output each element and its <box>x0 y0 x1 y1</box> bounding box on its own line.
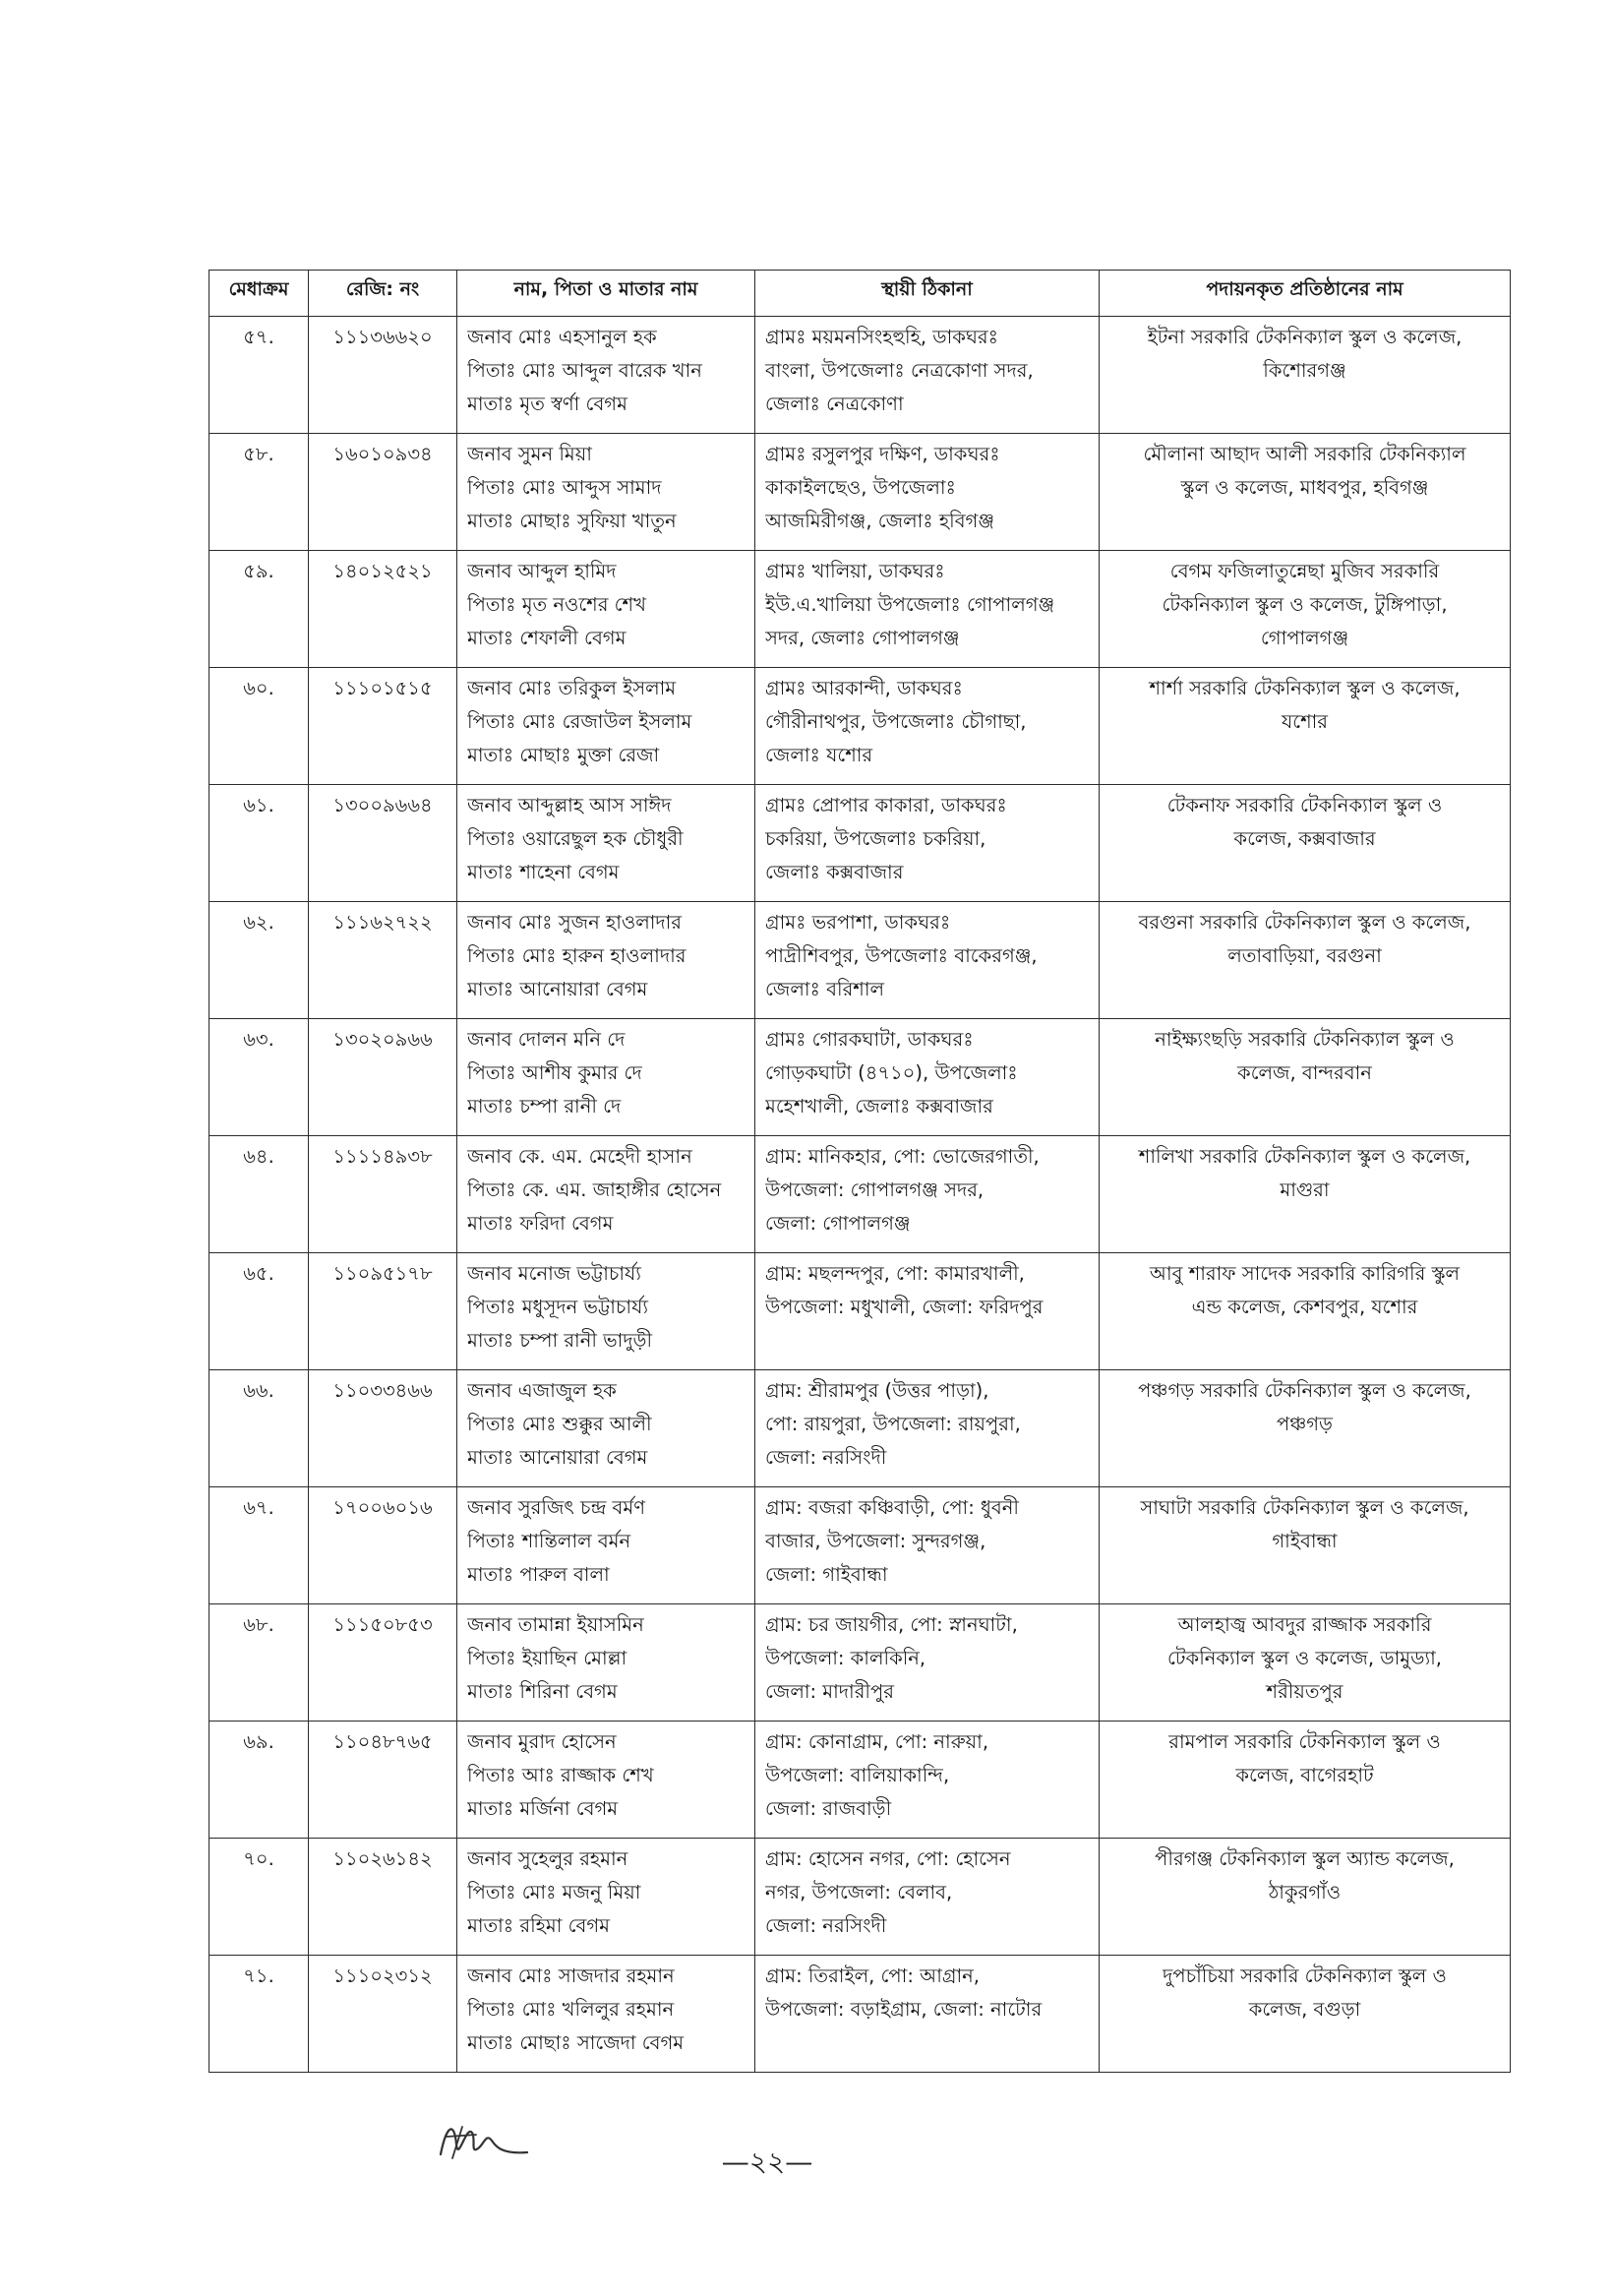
address-line: গোড়কঘাটা (৪৭১০), উপজেলাঃ <box>765 1061 1018 1084</box>
name-line: মাতাঃ চম্পা রানী ভাদুড়ী <box>467 1329 653 1352</box>
name-line: জনাব মোঃ সাজদার রহমান <box>467 1964 675 1987</box>
name-parents-cell <box>457 551 755 668</box>
posted-institute-cell <box>1100 902 1511 1019</box>
address-line: উপজেলা: বালিয়াকান্দি, <box>765 1764 950 1786</box>
address-line: উপজেলা: মধুখালী, জেলা: ফরিদপুর <box>765 1296 1044 1318</box>
posted-institute-cell <box>1100 785 1511 902</box>
name-line: পিতাঃ মোঃ শুক্কুর আলী <box>467 1413 652 1435</box>
institute-line: গাইবান্ধা <box>1272 1530 1338 1552</box>
address-line: গ্রাম: মানিকহার, পো: ভোজেরগাতী, <box>765 1145 1040 1168</box>
address-line: বাংলা, উপজেলাঃ নেত্রকোণা সদর, <box>765 359 1034 382</box>
posted-institute-cell <box>1100 668 1511 785</box>
name-parents-cell <box>457 434 755 551</box>
posted-institute-cell <box>1100 1253 1511 1370</box>
institute-line: আবু শারাফ সাদেক সরকারি কারিগরি স্কুল <box>1149 1262 1461 1285</box>
permanent-address-cell <box>755 668 1100 785</box>
page-number: —২২— <box>721 2145 813 2178</box>
posted-institute-cell <box>1100 1019 1511 1136</box>
institute-line: কলেজ, বগুড়া <box>1248 1998 1361 2021</box>
registration-no-cell: ১১০৩৩৪৬৬ <box>309 1370 457 1487</box>
table-row <box>209 1487 1511 1604</box>
merit-serial-cell: ৬৭. <box>209 1487 309 1604</box>
registration-no-cell: ১৩০২০৯৬৬ <box>309 1019 457 1136</box>
institute-line: টেকনিক্যাল স্কুল ও কলেজ, টুঙ্গিপাড়া, <box>1162 593 1448 616</box>
table-row <box>209 1019 1511 1136</box>
merit-serial-cell: ৬১. <box>209 785 309 902</box>
name-line: মাতাঃ শাহেনা বেগম <box>467 861 620 883</box>
address-line: গ্রামঃ প্রোপার কাকারা, ডাকঘরঃ <box>765 794 1007 816</box>
address-line: গ্রামঃ আরকান্দী, ডাকঘরঃ <box>765 677 963 699</box>
name-parents-cell <box>457 317 755 434</box>
address-line: সদর, জেলাঃ গোপালগঞ্জ <box>765 627 960 649</box>
registration-no-cell: ১১১৩৬৬২০ <box>309 317 457 434</box>
merit-serial-cell: ৬৯. <box>209 1722 309 1839</box>
name-line: মাতাঃ রহিমা বেগম <box>467 1914 610 1937</box>
registration-no-cell: ১১১১৪৯৩৮ <box>309 1136 457 1253</box>
name-line: পিতাঃ মোঃ আব্দুল বারেক খান <box>467 359 702 382</box>
permanent-address-cell <box>755 1956 1100 2073</box>
institute-line: মৌলানা আছাদ আলী সরকারি টেকনিক্যাল <box>1143 443 1466 465</box>
name-parents-cell <box>457 668 755 785</box>
address-line: ইউ.এ.খালিয়া উপজেলাঃ গোপালগঞ্জ <box>765 593 1055 616</box>
name-line: পিতাঃ মোঃ আব্দুস সামাদ <box>467 476 662 499</box>
institute-line: কলেজ, বান্দরবান <box>1237 1061 1372 1084</box>
name-line: পিতাঃ শান্তিলাল বর্মন <box>467 1530 631 1552</box>
address-line: পো: রায়পুরা, উপজেলা: রায়পুরা, <box>765 1413 1021 1435</box>
table-header-row <box>209 271 1511 317</box>
address-line: উপজেলা: বড়াইগ্রাম, জেলা: নাটোর <box>765 1998 1043 2021</box>
permanent-address-cell <box>755 1019 1100 1136</box>
name-line: পিতাঃ মধুসূদন ভট্টাচার্য্য <box>467 1296 648 1318</box>
institute-line: পীরগঞ্জ টেকনিক্যাল স্কুল অ্যান্ড কলেজ, <box>1155 1847 1455 1870</box>
name-parents-cell <box>457 1487 755 1604</box>
address-line: আজমিরীগঞ্জ, জেলাঃ হবিগঞ্জ <box>765 510 994 532</box>
registration-no-cell: ১১০৪৮৭৬৫ <box>309 1722 457 1839</box>
address-line: চকরিয়া, উপজেলাঃ চকরিয়া, <box>765 827 986 850</box>
permanent-address-cell <box>755 1370 1100 1487</box>
name-line: জনাব সুহেলুর রহমান <box>467 1847 628 1870</box>
address-line: পাদ্রীশিবপুর, উপজেলাঃ বাকেরগঞ্জ, <box>765 944 1038 967</box>
address-line: গ্রাম: চর জায়গীর, পো: স্নানঘাটা, <box>765 1613 1018 1636</box>
name-parents-cell <box>457 1370 755 1487</box>
merit-serial-cell: ৫৯. <box>209 551 309 668</box>
table-row <box>209 434 1511 551</box>
table-row <box>209 1956 1511 2073</box>
merit-list-sheet <box>209 270 1510 2073</box>
name-parents-cell <box>457 1956 755 2073</box>
registration-no-cell: ১৪০১২৫২১ <box>309 551 457 668</box>
posted-institute-cell <box>1100 1370 1511 1487</box>
registration-no-cell: ১১১০২৩১২ <box>309 1956 457 2073</box>
name-line: মাতাঃ শেফালী বেগম <box>467 627 627 649</box>
address-line: জেলা: নরসিংদী <box>765 1446 887 1469</box>
name-line: মাতাঃ শিরিনা বেগম <box>467 1680 618 1703</box>
merit-serial-cell: ৫৮. <box>209 434 309 551</box>
permanent-address-cell <box>755 1253 1100 1370</box>
address-line: উপজেলা: গোপালগঞ্জ সদর, <box>765 1178 985 1201</box>
institute-line: কলেজ, কক্সবাজার <box>1233 827 1376 850</box>
name-line: জনাব মনোজ ভট্টাচার্য্য <box>467 1262 641 1285</box>
posted-institute-cell <box>1100 1956 1511 2073</box>
institute-line: নাইক্ষ্যংছড়ি সরকারি টেকনিক্যাল স্কুল ও <box>1155 1028 1455 1051</box>
registration-no-cell: ১১০২৬১৪২ <box>309 1839 457 1956</box>
institute-line: এন্ড কলেজ, কেশবপুর, যশোর <box>1191 1296 1418 1318</box>
address-line: গ্রাম: মছলন্দপুর, পো: কামারখালী, <box>765 1262 1025 1285</box>
signature-mark <box>433 2115 541 2174</box>
name-line: পিতাঃ মোঃ মজনু মিয়া <box>467 1881 641 1903</box>
registration-no-cell: ১৬০১০৯৩৪ <box>309 434 457 551</box>
institute-line: মাগুরা <box>1280 1178 1330 1201</box>
name-line: জনাব মোঃ এহসানুল হক <box>467 326 657 348</box>
institute-line: বেগম ফজিলাতুন্নেছা মুজিব সরকারি <box>1169 560 1440 582</box>
table-row <box>209 785 1511 902</box>
merit-serial-cell: ৫৭. <box>209 317 309 434</box>
name-line: জনাব এজাজুল হক <box>467 1379 617 1402</box>
address-line: জেলা: গোপালগঞ্জ <box>765 1212 911 1235</box>
table-row <box>209 668 1511 785</box>
table-row <box>209 1839 1511 1956</box>
institute-line: স্কুল ও কলেজ, মাধবপুর, হবিগঞ্জ <box>1180 476 1429 499</box>
name-line: মাতাঃ মোছাঃ সুফিয়া খাতুন <box>467 510 677 532</box>
name-line: পিতাঃ আঃ রাজ্জাক শেখ <box>467 1764 654 1786</box>
address-line: গ্রাম: বজরা কঞ্চিবাড়ী, পো: ধুবনী <box>765 1496 1019 1519</box>
name-parents-cell <box>457 1253 755 1370</box>
posted-institute-cell <box>1100 1722 1511 1839</box>
name-line: জনাব আব্দুল্লাহ আস সাঈদ <box>467 794 672 816</box>
institute-line: যশোর <box>1282 710 1328 733</box>
merit-serial-cell: ৬৮. <box>209 1604 309 1722</box>
name-line: পিতাঃ ইয়াছিন মোল্লা <box>467 1647 627 1669</box>
name-line: জনাব মোঃ সুজন হাওলাদার <box>467 911 683 934</box>
address-line: গৌরীনাথপুর, উপজেলাঃ চৌগাছা, <box>765 710 1027 733</box>
name-parents-cell <box>457 1839 755 1956</box>
institute-line: কলেজ, বাগেরহাট <box>1235 1764 1374 1786</box>
name-line: পিতাঃ মোঃ রেজাউল ইসলাম <box>467 710 692 733</box>
registration-no-cell: ১১১৬২৭২২ <box>309 902 457 1019</box>
institute-line: শার্শা সরকারি টেকনিক্যাল স্কুল ও কলেজ, <box>1149 677 1461 699</box>
address-line: উপজেলা: কালকিনি, <box>765 1647 926 1669</box>
institute-line: ঠাকুরগাঁও <box>1268 1881 1342 1903</box>
posted-institute-cell <box>1100 1604 1511 1722</box>
table-row <box>209 551 1511 668</box>
name-line: মাতাঃ পারুল বালা <box>467 1563 610 1586</box>
name-line: জনাব দোলন মনি দে <box>467 1028 626 1051</box>
address-line: গ্রাম: কোনাগ্রাম, পো: নারুয়া, <box>765 1730 989 1753</box>
institute-line: টেকনাফ সরকারি টেকনিক্যাল স্কুল ও <box>1166 794 1443 816</box>
address-line: গ্রামঃ ময়মনসিংহহুহি, ডাকঘরঃ <box>765 326 999 348</box>
name-line: জনাব আব্দুল হামিদ <box>467 560 617 582</box>
address-line: নগর, উপজেলা: বেলাব, <box>765 1881 953 1903</box>
name-parents-cell <box>457 902 755 1019</box>
permanent-address-cell <box>755 434 1100 551</box>
name-line: পিতাঃ মোঃ খলিলুর রহমান <box>467 1998 675 2021</box>
address-line: জেলা: গাইবান্ধা <box>765 1563 888 1586</box>
name-line: পিতাঃ মৃত নওশের শেখ <box>467 593 646 616</box>
name-line: জনাব মুরাদ হোসেন <box>467 1730 617 1753</box>
institute-line: শরীয়তপুর <box>1266 1680 1343 1703</box>
address-line: জেলাঃ নেত্রকোণা <box>765 393 904 415</box>
name-line: মাতাঃ মৃত স্বর্ণা বেগম <box>467 393 627 415</box>
institute-line: বরগুনা সরকারি টেকনিক্যাল স্কুল ও কলেজ, <box>1138 911 1471 934</box>
name-line: পিতাঃ কে. এম. জাহাঙ্গীর হোসেন <box>467 1178 722 1201</box>
name-parents-cell <box>457 785 755 902</box>
name-line: জনাব কে. এম. মেহেদী হাসান <box>467 1145 692 1168</box>
institute-line: লতাবাড়িয়া, বরগুনা <box>1227 944 1382 967</box>
header-posted-institute: পদায়নকৃত প্রতিষ্ঠানের নাম <box>1100 271 1511 317</box>
merit-serial-cell: ৬৫. <box>209 1253 309 1370</box>
table-body <box>209 317 1511 2073</box>
name-parents-cell <box>457 1722 755 1839</box>
institute-line: ইটনা সরকারি টেকনিক্যাল স্কুল ও কলেজ, <box>1147 326 1463 348</box>
permanent-address-cell <box>755 1487 1100 1604</box>
header-merit-serial: মেধাক্রম <box>209 271 309 317</box>
name-line: পিতাঃ ওয়ারেছুল হক চৌধুরী <box>467 827 684 850</box>
permanent-address-cell <box>755 902 1100 1019</box>
header-registration-no: রেজি: নং <box>309 271 457 317</box>
institute-line: টেকনিক্যাল স্কুল ও কলেজ, ডামুড্যা, <box>1167 1647 1442 1669</box>
merit-serial-cell: ৬০. <box>209 668 309 785</box>
registration-no-cell: ১১১৫০৮৫৩ <box>309 1604 457 1722</box>
address-line: গ্রামঃ ভরপাশা, ডাকঘরঃ <box>765 911 951 934</box>
address-line: গ্রামঃ খালিয়া, ডাকঘরঃ <box>765 560 945 582</box>
name-line: মাতাঃ মোছাঃ সাজেদা বেগম <box>467 2031 685 2054</box>
permanent-address-cell <box>755 1604 1100 1722</box>
permanent-address-cell <box>755 785 1100 902</box>
address-line: গ্রাম: হোসেন নগর, পো: হোসেন <box>765 1847 1011 1870</box>
name-line: মাতাঃ আনোয়ারা বেগম <box>467 1446 648 1469</box>
institute-line: দুপচাঁচিয়া সরকারি টেকনিক্যাল স্কুল ও <box>1163 1964 1447 1987</box>
posted-institute-cell <box>1100 1487 1511 1604</box>
name-line: জনাব মোঃ তরিকুল ইসলাম <box>467 677 677 699</box>
name-parents-cell <box>457 1136 755 1253</box>
address-line: জেলা: রাজবাড়ী <box>765 1797 892 1820</box>
registration-no-cell: ১১১০১৫১৫ <box>309 668 457 785</box>
registration-no-cell: ১৩০০৯৬৬৪ <box>309 785 457 902</box>
merit-serial-cell: ৭০. <box>209 1839 309 1956</box>
name-line: মাতাঃ চম্পা রানী দে <box>467 1095 622 1118</box>
name-parents-cell <box>457 1604 755 1722</box>
table-row <box>209 1370 1511 1487</box>
institute-line: পঞ্চগড় সরকারি টেকনিক্যাল স্কুল ও কলেজ, <box>1138 1379 1471 1402</box>
name-line: পিতাঃ মোঃ হারুন হাওলাদার <box>467 944 687 967</box>
merit-list-table <box>209 270 1511 2073</box>
posted-institute-cell <box>1100 317 1511 434</box>
merit-serial-cell: ৬৬. <box>209 1370 309 1487</box>
address-line: জেলাঃ বরিশাল <box>765 978 885 1000</box>
address-line: মহেশখালী, জেলাঃ কক্সবাজার <box>765 1095 993 1118</box>
address-line: গ্রামঃ রসুলপুর দক্ষিণ, ডাকঘরঃ <box>765 443 1000 465</box>
permanent-address-cell <box>755 1722 1100 1839</box>
address-line: কাকাইলছেও, উপজেলাঃ <box>765 476 956 499</box>
header-permanent-address: স্থায়ী ঠিকানা <box>755 271 1100 317</box>
merit-serial-cell: ৬২. <box>209 902 309 1019</box>
table-row <box>209 1253 1511 1370</box>
name-line: জনাব তামান্না ইয়াসমিন <box>467 1613 644 1636</box>
institute-line: সাঘাটা সরকারি টেকনিক্যাল স্কুল ও কলেজ, <box>1140 1496 1469 1519</box>
address-line: জেলাঃ যশোর <box>765 744 873 766</box>
institute-line: শালিখা সরকারি টেকনিক্যাল স্কুল ও কলেজ, <box>1138 1145 1471 1168</box>
institute-line: কিশোরগঞ্জ <box>1263 359 1346 382</box>
table-row <box>209 1136 1511 1253</box>
address-line: গ্রাম: শ্রীরামপুর (উত্তর পাড়া), <box>765 1379 989 1402</box>
merit-serial-cell: ৭১. <box>209 1956 309 2073</box>
table-row <box>209 1722 1511 1839</box>
address-line: গ্রাম: তিরাইল, পো: আগ্রান, <box>765 1964 980 1987</box>
name-line: মাতাঃ মর্জিনা বেগম <box>467 1797 619 1820</box>
header-name-parents: নাম, পিতা ও মাতার নাম <box>457 271 755 317</box>
name-line: মাতাঃ আনোয়ারা বেগম <box>467 978 648 1000</box>
posted-institute-cell <box>1100 1136 1511 1253</box>
institute-line: পঞ্চগড় <box>1277 1413 1333 1435</box>
address-line: বাজার, উপজেলা: সুন্দরগঞ্জ, <box>765 1530 986 1552</box>
name-parents-cell <box>457 1019 755 1136</box>
permanent-address-cell <box>755 317 1100 434</box>
address-line: গ্রামঃ গোরকঘাটা, ডাকঘরঃ <box>765 1028 974 1051</box>
address-line: জেলা: নরসিংদী <box>765 1914 887 1937</box>
institute-line: গোপালগঞ্জ <box>1260 627 1349 649</box>
institute-line: রামপাল সরকারি টেকনিক্যাল স্কুল ও <box>1168 1730 1441 1753</box>
permanent-address-cell <box>755 1136 1100 1253</box>
name-line: জনাব সুমন মিয়া <box>467 443 592 465</box>
institute-line: আলহাজ্ব আবদুর রাজ্জাক সরকারি <box>1177 1613 1432 1636</box>
posted-institute-cell <box>1100 551 1511 668</box>
registration-no-cell: ১৭০০৬০১৬ <box>309 1487 457 1604</box>
table-row <box>209 1604 1511 1722</box>
name-line: মাতাঃ ফরিদা বেগম <box>467 1212 614 1235</box>
name-line: জনাব সুরজিৎ চন্দ্র বর্মণ <box>467 1496 646 1519</box>
posted-institute-cell <box>1100 434 1511 551</box>
address-line: জেলা: মাদারীপুর <box>765 1680 894 1703</box>
name-line: পিতাঃ আশীষ কুমার দে <box>467 1061 642 1084</box>
merit-serial-cell: ৬৩. <box>209 1019 309 1136</box>
table-row <box>209 317 1511 434</box>
permanent-address-cell <box>755 1839 1100 1956</box>
table-row <box>209 902 1511 1019</box>
address-line: জেলাঃ কক্সবাজার <box>765 861 904 883</box>
merit-serial-cell: ৬৪. <box>209 1136 309 1253</box>
registration-no-cell: ১১০৯৫১৭৮ <box>309 1253 457 1370</box>
name-line: মাতাঃ মোছাঃ মুক্তা রেজা <box>467 744 660 766</box>
posted-institute-cell <box>1100 1839 1511 1956</box>
permanent-address-cell <box>755 551 1100 668</box>
